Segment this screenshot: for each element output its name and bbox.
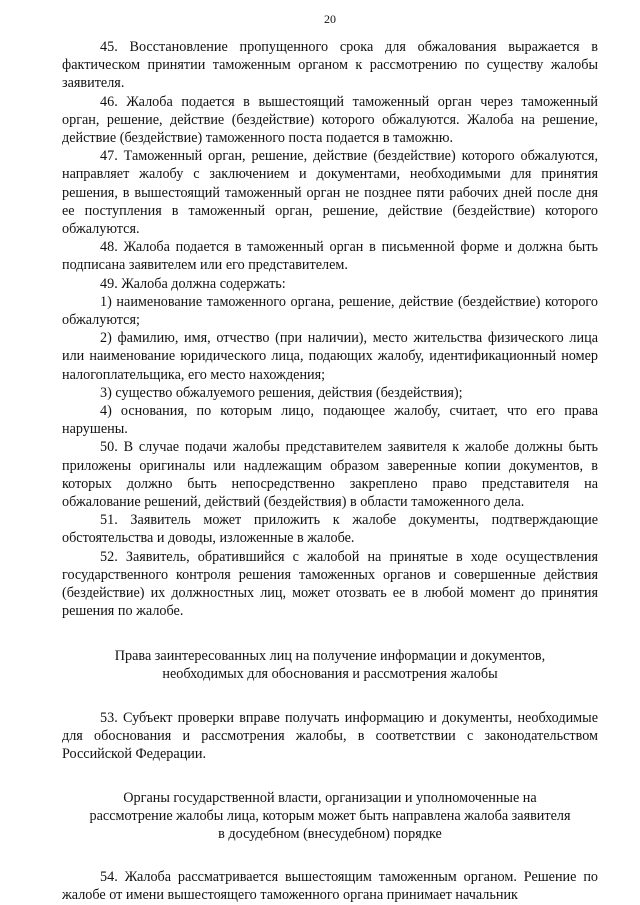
section-heading-rights [62, 647, 598, 683]
list-item-3: 3) существо обжалуемого решения, действия (бездействия); [100, 384, 463, 401]
paragraph-50: 50. В случае подачи жалобы представителем заявителя к жалобе должны быть приложены оригиналы или надлежащим образом заверенные копии документов, в которых должно быть непосредственно закреплено право представителя на обжалование решений, действий (бездействия) в области таможенного дела. [62, 439, 598, 511]
paragraph-48: 48. Жалоба подается в таможенный орган в письменной форме и должна быть подписана заявителем или его представителем. [62, 239, 598, 274]
page-number: 20 [324, 12, 336, 26]
list-item-2: 2) фамилию, имя, отчество (при наличии), место жительства физического лица или наименование юридического лица, подающих жалобу, идентификационный номер налогоплательщика, его место нахождения; [62, 330, 598, 383]
paragraph-53: 53. Субъект проверки вправе получать информацию и документы, необходимые для обоснования и рассмотрения жалобы, в соответствии с законодательством Российской Федерации. [62, 709, 598, 763]
section-heading-line: необходимых для обоснования и рассмотрения жалобы [162, 665, 498, 682]
paragraph-54: 54. Жалоба рассматривается вышестоящим таможенным органом. Решение по жалобе от имени вышестоящего таможенного органа принимает начальник [62, 869, 598, 904]
list-item-4: 4) основания, по которым лицо, подающее жалобу, считает, что его права нарушены. [62, 403, 598, 438]
paragraph-45: 45. Восстановление пропущенного срока для обжалования выражается в фактическом принятии таможенным органом к рассмотрению по существу жалобы заявителя. [62, 39, 598, 92]
section-heading-authorities [62, 789, 598, 844]
paragraph-52: 52. Заявитель, обратившийся с жалобой на принятые в ходе осуществления государственного контроля решения таможенных органов и совершенные действия (бездействие) их должностных лиц, может отозвать ее в любой момент до принятия решения по жалобе. [62, 548, 598, 620]
paragraph-49: 49. Жалоба должна содержать: [100, 275, 286, 292]
paragraph-47: 47. Таможенный орган, решение, действие (бездействие) которого обжалуются, направляет жалобу с заключением и документами, необходимыми для принятия решения, в вышестоящий таможенный орган не позднее пяти рабочих дней после дня ее поступления в таможенный орган, решение, действие (бездействие) которого обжалуются. [62, 148, 598, 238]
section-heading-line: в досудебном (внесудебном) порядке [218, 825, 442, 842]
section-heading-line: Права заинтересованных лиц на получение информации и документов, [114, 647, 546, 664]
section-heading-line: рассмотрение жалобы лица, которым может быть направлена жалоба заявителя [89, 807, 571, 824]
paragraph-46: 46. Жалоба подается в вышестоящий таможенный орган через таможенный орган, решение, действие (бездействие) которого обжалуются. Жалоба на решение, действие (бездействие) таможенного поста подается в таможню. [62, 93, 598, 147]
section-heading-line: Органы государственной власти, организации и уполномоченные на [123, 789, 537, 806]
paragraph-51: 51. Заявитель может приложить к жалобе документы, подтверждающие обстоятельства и доводы, изложенные в жалобе. [62, 512, 598, 547]
list-item-1: 1) наименование таможенного органа, решение, действие (бездействие) которого обжалуются; [62, 293, 598, 329]
